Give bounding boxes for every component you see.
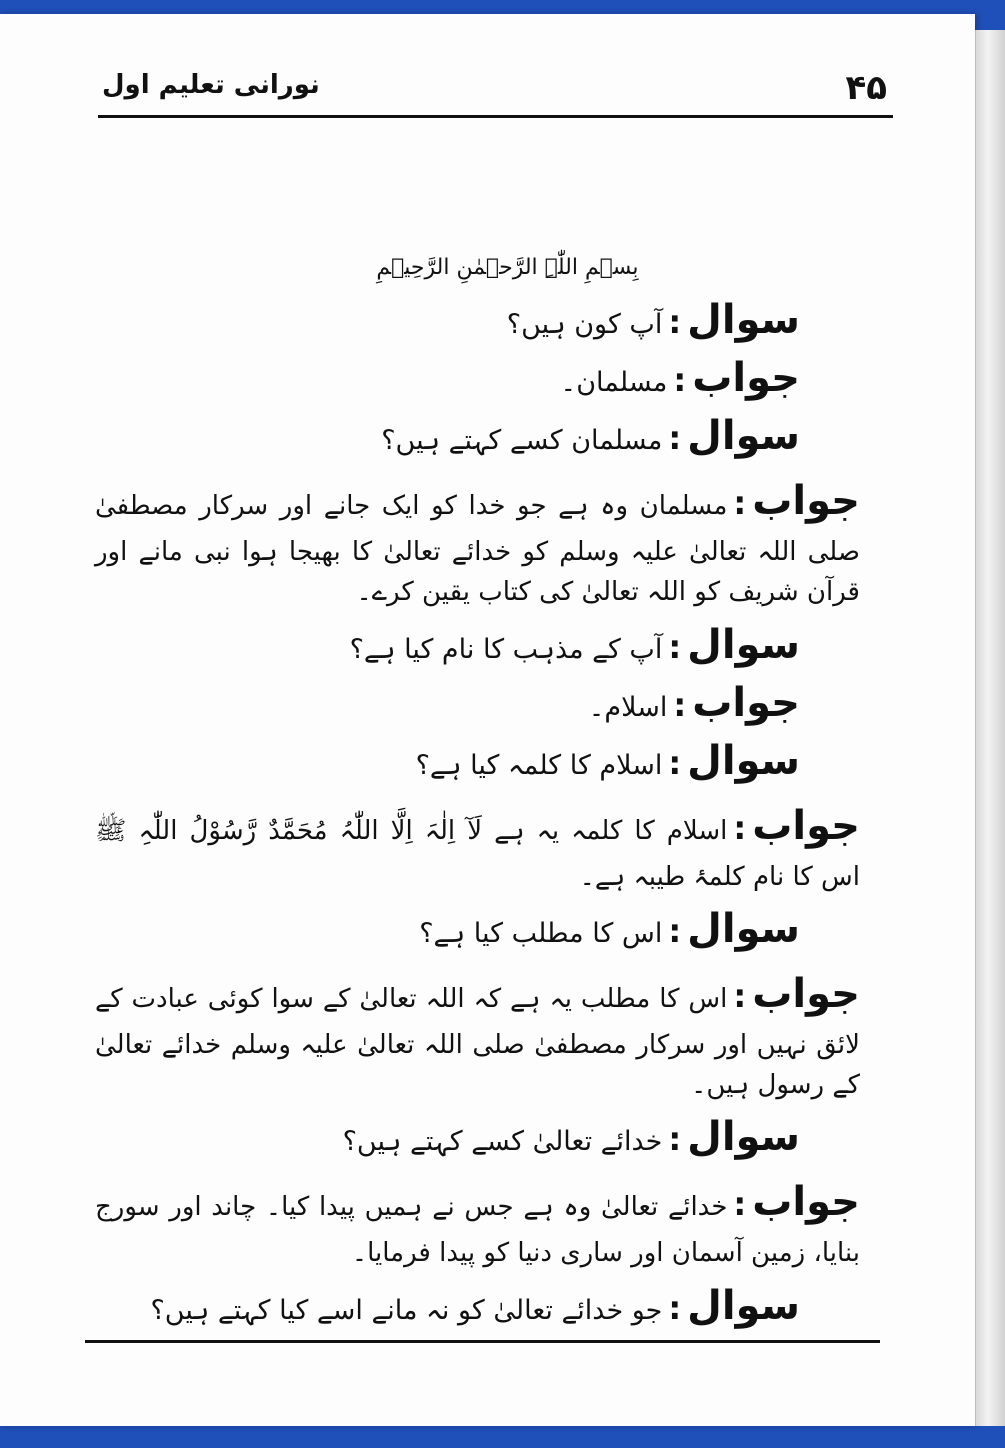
answer-4 [95,795,860,897]
answer-1 [95,350,860,406]
label-separator: : [733,808,747,847]
question-text: اس کا مطلب کیا ہے؟ [419,917,663,949]
answer-label: جواب [752,802,860,849]
answer-label: جواب [752,1179,860,1226]
answer-text: اسلام کا کلمہ یہ ہے لَآ اِلٰہَ اِلَّا اللّٰہُ مُحَمَّدٌ رَّسُوْلُ اللّٰہِ ﷺ اس کا نام کلمۂ طیبہ ہے۔ [95,815,860,892]
question-text: جو خدائے تعالیٰ کو نہ مانے اسے کیا کہتے ہیں؟ [150,1294,663,1326]
answer-3 [95,675,860,731]
answer-label: جواب [692,355,800,401]
label-separator: : [668,419,682,457]
question-2 [95,408,860,464]
answer-text: مسلمان وہ ہے جو خدا کو ایک جانے اور سرکار مصطفیٰ صلی اللہ تعالیٰ علیہ وسلم کو خدائے تعالیٰ کا بھیجا ہوا نبی مانے اور قرآن شریف کو اللہ تعالیٰ کی کتاب یقین کرے۔ [95,491,860,608]
header-divider [98,115,893,118]
label-separator: : [668,743,682,782]
answer-text: اس کا مطلب یہ ہے کہ اللہ تعالیٰ کے سوا کوئی عبادت کے لائق نہیں اور سرکار مصطفیٰ صلی اللہ تعالیٰ علیہ وسلم خدائے تعالیٰ کے رسول ہیں۔ [95,983,860,1101]
label-separator: : [668,1120,682,1159]
page-content [95,255,860,1336]
question-label: سوال [687,1282,800,1329]
answer-label: جواب [692,679,800,726]
page-header [98,62,893,118]
label-separator: : [673,685,687,724]
label-separator: : [668,627,682,666]
answer-text: خدائے تعالیٰ وہ ہے جس نے ہمیں پیدا کیا۔ چاند اور سورج بنایا، زمین آسمان اور ساری دنیا کو پیدا فرمایا۔ [95,1192,860,1269]
question-label: سوال [687,297,800,343]
label-separator: : [668,911,682,950]
question-text: آپ کون ہیں؟ [506,309,663,340]
question-text: خدائے تعالیٰ کسے کہتے ہیں؟ [342,1126,663,1158]
question-3 [95,617,860,673]
question-6 [95,1109,860,1165]
answer-2 [95,470,860,613]
answer-text: اسلام۔ [588,691,668,723]
answer-text: مسلمان۔ [560,367,668,398]
question-text: آپ کے مذہب کا نام کیا ہے؟ [349,633,663,665]
label-separator: : [673,361,687,399]
label-separator: : [733,1185,747,1224]
question-label: سوال [687,413,800,459]
question-5 [95,901,860,957]
book-title: نورانی تعلیم اول [102,70,320,100]
answer-5 [95,963,860,1106]
page-edge [975,30,1005,1426]
label-separator: : [668,303,682,341]
label-separator: : [733,484,747,522]
question-label: سوال [687,905,800,952]
question-label: سوال [687,621,800,668]
question-1 [95,292,860,348]
question-4 [95,733,860,789]
question-text: اسلام کا کلمہ کیا ہے؟ [415,749,663,781]
question-text: مسلمان کسے کہتے ہیں؟ [381,425,663,456]
question-label: سوال [687,737,800,784]
question-label: سوال [687,1114,800,1161]
answer-6 [95,1171,860,1273]
label-separator: : [733,976,747,1015]
footer-divider [85,1340,880,1343]
bismillah: بِسۡمِ اللّٰہِ الرَّحۡمٰنِ الرَّحِیۡمِ [376,255,639,280]
answer-label: جواب [752,478,860,524]
question-7 [95,1278,860,1334]
page-number: ۴۵ [845,68,887,108]
label-separator: : [668,1288,682,1327]
answer-label: جواب [752,970,860,1017]
